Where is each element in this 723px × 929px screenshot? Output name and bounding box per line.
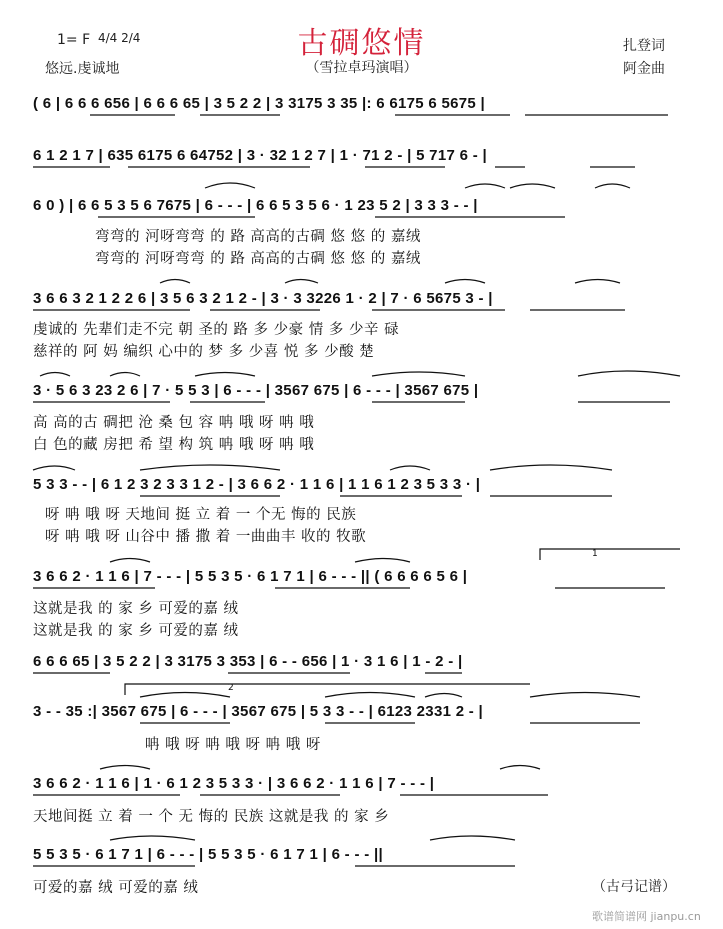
slur-mark	[110, 373, 140, 377]
lyric-line-4b: 慈祥的 阿 妈 编织 心中的 梦 多 少喜 悦 多 少酸 楚	[33, 344, 375, 360]
slur-mark	[430, 836, 515, 840]
slur-mark	[372, 372, 465, 376]
volta-number: 1	[592, 549, 598, 559]
notation-line-8: 6 6 6 65 | 3 5 2 2 | 3 3175 3 353 | 6 - - 656 | 1 · 3 1 6 | 1 - 2 - |	[33, 653, 463, 670]
lyric-line-6b: 呀 呥 哦 呀 山谷中 播 撒 着 一曲曲丰 收的 牧歌	[45, 529, 367, 545]
lyricist-credit: 扎登词	[623, 38, 665, 54]
slur-mark	[355, 559, 410, 563]
notation-line-2: 6 1 2 1 7 | 635 6175 6 64752 | 3 · 32 1 2 7 | 1 · 71 2 - | 5 717 6 - |	[33, 147, 487, 164]
slur-mark	[195, 373, 255, 377]
slur-mark	[578, 371, 680, 376]
slur-mark	[425, 694, 462, 698]
slur-mark	[500, 766, 540, 770]
notation-line-10: 3 6 6 2 · 1 1 6 | 1 · 6 1 2 3 5 3 3 · | 3 6 6 2 · 1 1 6 | 7 - - - |	[33, 775, 435, 792]
tempo-mark: 悠远.虔诚地	[45, 61, 120, 77]
slur-mark	[205, 183, 255, 188]
notation-line-9: 3 - - 35 :| 3567 675 | 6 - - - | 3567 675 | 5 3 3 - - | 6123 2331 2 - |	[33, 703, 484, 720]
slur-mark	[325, 693, 415, 698]
lyric-line-5a: 高 高的古 碉把 沧 桑 包 容 呥 哦 呀 呥 哦	[33, 415, 315, 431]
transcriber-credit: （古弓记谱）	[592, 879, 676, 895]
notation-line-1: ( 6 | 6 6 6 656 | 6 6 6 65 | 3 5 2 2 | 3 3175 3 35 |: 6 6175 6 5675 |	[33, 95, 486, 112]
slur-mark	[140, 465, 280, 470]
notation-line-7: 3 6 6 2 · 1 1 6 | 7 - - - | 5 5 3 5 · 6 1 7 1 | 6 - - - || ( 6 6 6 6 5 6 |	[33, 568, 468, 585]
slur-mark	[110, 559, 150, 563]
time-signature: 4/4 2/4	[98, 31, 141, 45]
slur-mark	[530, 693, 640, 698]
lyric-line-4a: 虔诚的 先辈们走不完 朝 圣的 路 多 少豪 情 多 少辛 碌	[33, 322, 400, 338]
slur-mark	[140, 693, 230, 698]
site-watermark: 歌谱简谱网 jianpu.cn	[592, 910, 701, 923]
key-signature: 1= F	[57, 32, 91, 48]
song-subtitle: （雪拉卓玛演唱）	[305, 60, 418, 76]
lyric-line-5b: 白 色的藏 房把 希 望 构 筑 呥 哦 呀 呥 哦	[33, 437, 315, 453]
slur-mark	[575, 280, 620, 284]
slur-mark	[100, 766, 150, 770]
lyric-line-6a: 呀 呥 哦 呀 天地间 挺 立 着 一 个无 悔的 民族	[45, 507, 357, 523]
lyric-line-3a: 弯弯的 河呀弯弯 的 路 高高的古碉 悠 悠 的 嘉绒	[95, 229, 421, 245]
slur-mark	[595, 184, 630, 188]
slur-mark	[510, 184, 555, 188]
slur-mark	[160, 280, 190, 284]
notation-line-4: 3 6 6 3 2 1 2 2 6 | 3 5 6 3 2 1 2 - | 3 · 3 3226 1 · 2 | 7 · 6 5675 3 - |	[33, 290, 493, 307]
lyric-line-7b: 这就是我 的 家 乡 可爱的嘉 绒	[33, 623, 239, 639]
lyric-line-3b: 弯弯的 河呀弯弯 的 路 高高的古碉 悠 悠 的 嘉绒	[95, 251, 421, 267]
slur-mark	[490, 465, 612, 470]
lyric-line-7a: 这就是我 的 家 乡 可爱的嘉 绒	[33, 601, 239, 617]
slur-mark	[285, 280, 318, 284]
slur-mark	[110, 836, 195, 840]
notation-line-6: 5 3 3 - - | 6 1 2 3 2 3 3 1 2 - | 3 6 6 2 · 1 1 6 | 1 1 6 1 2 3 5 3 3 · |	[33, 476, 481, 493]
volta-number: 2	[228, 683, 234, 693]
notation-line-3: 6 0 ) | 6 6 5 3 5 6 7675 | 6 - - - | 6 6 5 3 5 6 · 1 23 5 2 | 3 3 3 - - |	[33, 197, 478, 214]
lyric-line-9: 呥 哦 呀 呥 哦 呀 呥 哦 呀	[145, 737, 321, 753]
slur-mark	[465, 184, 505, 188]
song-title: 古碉悠情	[297, 26, 426, 61]
composer-credit: 阿金曲	[623, 61, 665, 77]
notation-line-11: 5 5 3 5 · 6 1 7 1 | 6 - - - | 5 5 3 5 · 6 1 7 1 | 6 - - - ||	[33, 846, 383, 863]
notation-line-5: 3 · 5 6 3 23 2 6 | 7 · 5 5 3 | 6 - - - | 3567 675 | 6 - - - | 3567 675 |	[33, 382, 479, 399]
lyric-line-11: 可爱的嘉 绒 可爱的嘉 绒	[33, 880, 199, 896]
volta-bracket-1	[540, 549, 680, 560]
slur-mark	[445, 280, 485, 284]
volta-bracket-2	[125, 684, 530, 695]
slur-mark	[40, 373, 70, 377]
slur-mark	[33, 466, 75, 470]
lyric-line-10: 天地间挺 立 着 一 个 无 悔的 民族 这就是我 的 家 乡	[33, 809, 390, 825]
slur-mark	[390, 466, 430, 470]
